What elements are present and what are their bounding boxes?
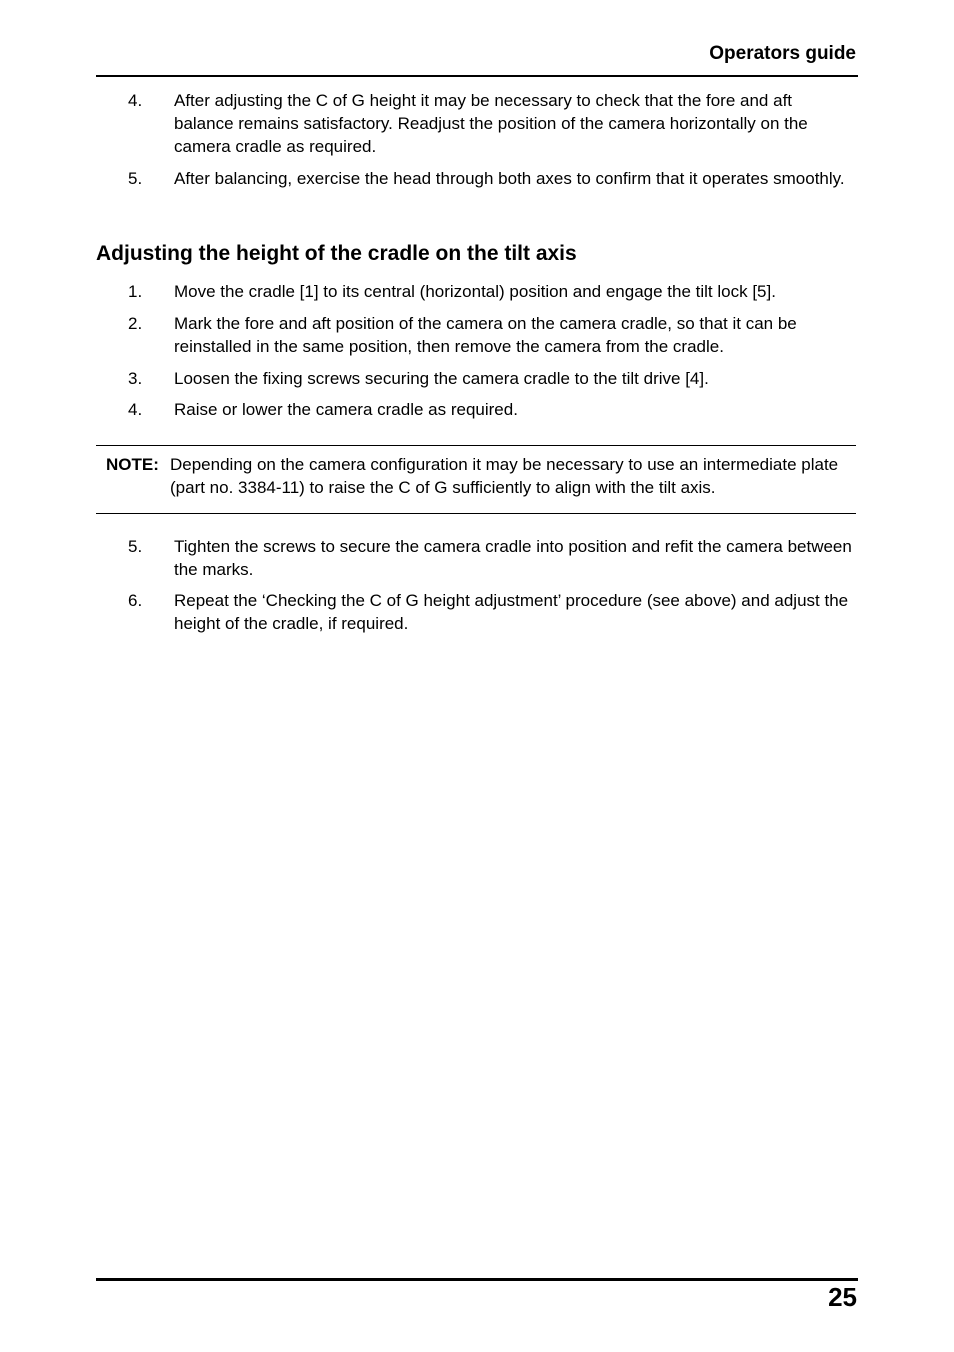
step-text: Repeat the ‘Checking the C of G height adjustment’ procedure (see above) and adjust the height of the cradle, if required. [174,591,849,633]
step-text: After balancing, exercise the head through both axes to confirm that it operates smoothly. [174,169,845,188]
step-text: After adjusting the C of G height it may be necessary to check that the fore and aft balance remains satisfactory. Readjust the position of the camera horizontally on the camera cradle as required. [174,91,808,156]
section-heading: Adjusting the height of the cradle on the tilt axis [96,242,577,265]
note-top-rule [96,445,856,446]
step-item [96,398,856,421]
step-number: 4. [128,91,143,110]
step-item [96,312,856,358]
page-number: 25 [828,1282,857,1312]
step-item [96,589,856,635]
note-box [106,453,856,499]
step-text: Move the cradle [1] to its central (horizontal) position and engage the tilt lock [5]. [174,282,776,301]
step-text: Raise or lower the camera cradle as required. [174,400,518,419]
step-number: 4. [128,400,143,419]
page-header-title: Operators guide [709,43,856,64]
note-bottom-rule [96,513,856,514]
step-item [96,89,856,158]
step-item [96,535,856,581]
step-item [96,367,856,390]
note-text: Depending on the camera configuration it may be necessary to use an intermediate plate (part no. 3384-11) to raise the C of G sufficiently to align with the tilt axis. [170,455,839,497]
step-item [96,280,856,303]
step-number: 1. [128,282,143,301]
step-number: 3. [128,369,143,388]
step-text: Loosen the fixing screws securing the camera cradle to the tilt drive [4]. [174,369,709,388]
step-item [96,167,856,190]
header-rule [96,75,858,77]
step-number: 6. [128,591,143,610]
step-number: 2. [128,314,143,333]
step-number: 5. [128,537,143,556]
step-text: Tighten the screws to secure the camera cradle into position and refit the camera between the marks. [174,537,852,579]
note-label: NOTE: [106,455,159,474]
step-number: 5. [128,169,143,188]
footer-rule [96,1278,858,1281]
step-text: Mark the fore and aft position of the camera on the camera cradle, so that it can be reinstalled in the same position, then remove the camera from the cradle. [174,314,797,356]
